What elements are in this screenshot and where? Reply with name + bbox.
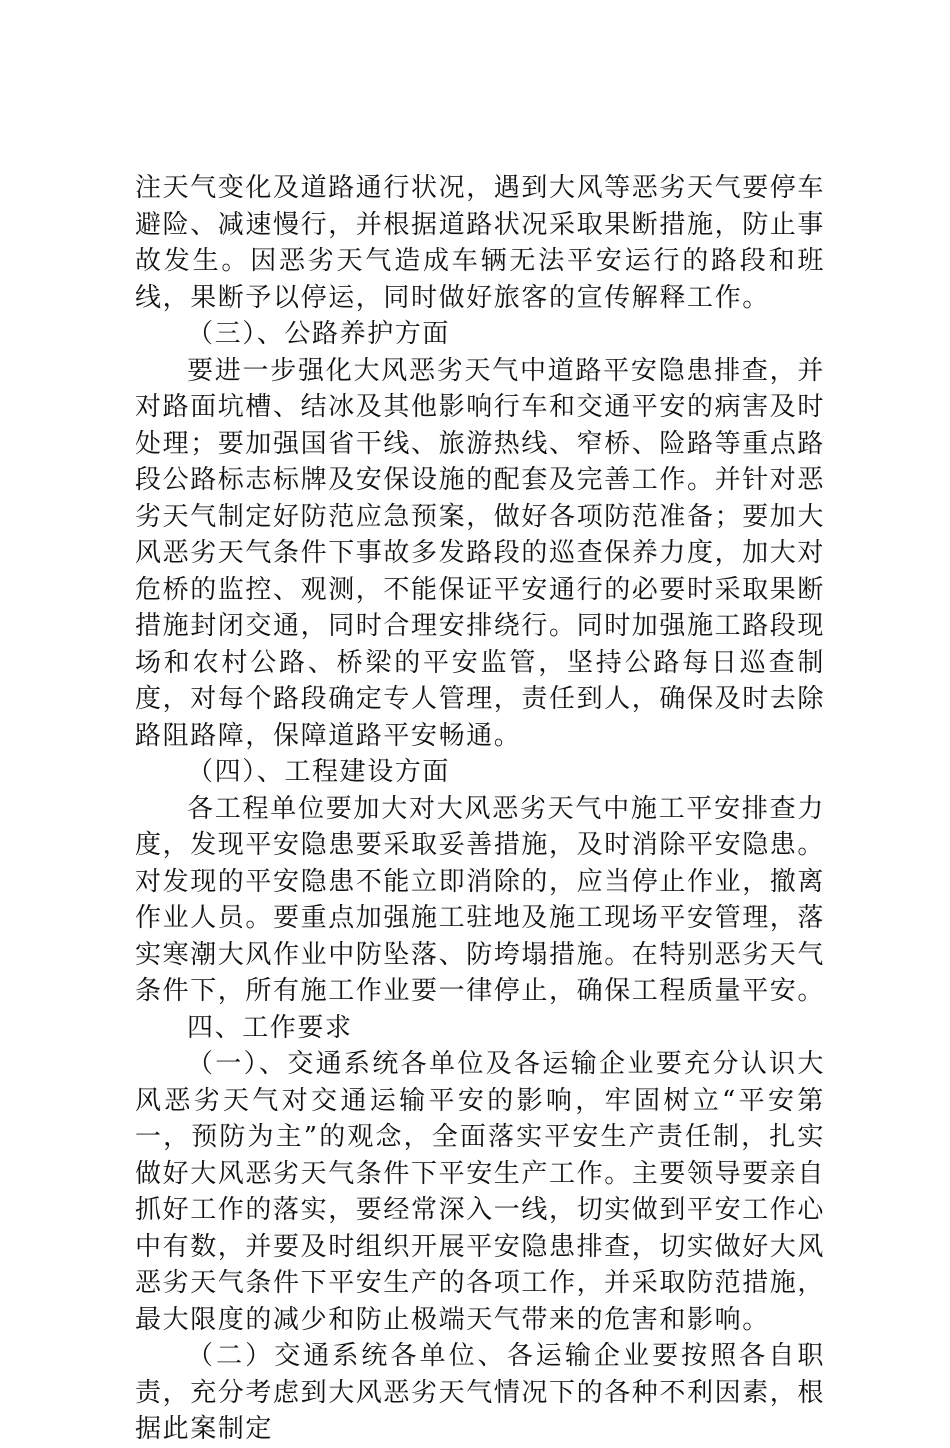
subheading-engineering-construction: （四）、工程建设方面	[187, 757, 451, 787]
document-body	[135, 170, 825, 1448]
paragraph-requirement-2: （二）交通系统各单位、各运输企业要按照各自职责，充分考虑到大风恶劣天气情况下的各种不利因素，根据此案制定	[135, 1341, 826, 1444]
paragraph-requirement-1: （一）、交通系统各单位及各运输企业要充分认识大风恶劣天气对交通运输平安的影响，牢固树立“平安第一，预防为主”的观念，全面落实平安生产责任制，扎实做好大风恶劣天气条件下平安生产工作。主要领导要亲自抓好工作的落实，要经常深入一线，切实做到平安工作心中有数，并要及时组织开展平安隐患排查，切实做好大风恶劣天气条件下平安生产的各项工作，并采取防范措施，最大限度的减少和防止极端天气带来的危害和影响。	[135, 1049, 826, 1335]
section-heading-work-requirements: 四、工作要求	[187, 1012, 353, 1043]
paragraph-highway-maintenance: 要进一步强化大风恶劣天气中道路平安隐患排查，并对路面坑槽、结冰及其他影响行车和交通平安的病害及时处理；要加强国省干线、旅游热线、窄桥、险路等重点路段公路标志标牌及安保设施的配套及完善工作。并针对恶劣天气制定好防范应急预案，做好各项防范准备；要加大风恶劣天气条件下事故多发路段的巡查保养力度，加大对危桥的监控、观测，不能保证平安通行的必要时采取果断措施封闭交通，同时合理安排绕行。同时加强施工路段现场和农村公路、桥梁的平安监管，坚持公路每日巡查制度，对每个路段确定专人管理，责任到人，确保及时去除路阻路障，保障道路平安畅通。	[135, 355, 826, 751]
subheading-highway-maintenance: （三）、公路养护方面	[187, 319, 451, 349]
paragraph-continuation: 注天气变化及道路通行状况，遇到大风等恶劣天气要停车避险、减速慢行，并根据道路状况采取果断措施，防止事故发生。因恶劣天气造成车辆无法平安运行的路段和班线，果断予以停运，同时做好旅客的宣传解释工作。	[135, 173, 826, 313]
paragraph-engineering-construction: 各工程单位要加大对大风恶劣天气中施工平安排查力度，发现平安隐患要采取妥善措施，及时消除平安隐患。对发现的平安隐患不能立即消除的，应当停止作业，撤离作业人员。要重点加强施工驻地及施工现场平安管理，落实寒潮大风作业中防坠落、防垮塌措施。在特别恶劣天气条件下，所有施工作业要一律停止，确保工程质量平安。	[135, 793, 826, 1006]
